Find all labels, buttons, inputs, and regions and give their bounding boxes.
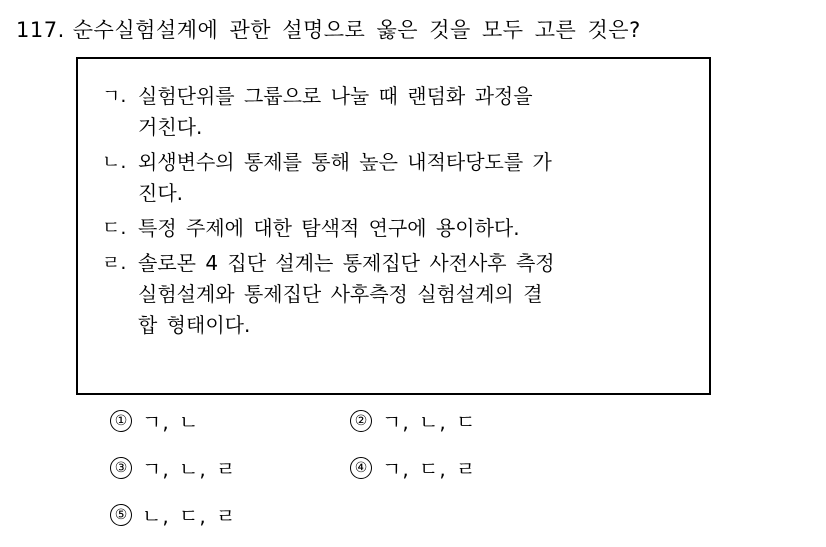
statement-body (138, 213, 685, 244)
statement-body (138, 81, 685, 143)
choice-option-5[interactable] (110, 500, 350, 529)
choice-label: ㄱ, ㄴ, ㄹ (142, 457, 237, 481)
choice-option-3[interactable] (110, 453, 350, 482)
choice-option-1[interactable] (110, 406, 350, 435)
statement-marker: ㄹ. (102, 252, 127, 274)
choice-label: ㄱ, ㄷ, ㄹ (382, 457, 477, 481)
statement-item (102, 248, 685, 341)
question-number: 117. (16, 18, 65, 42)
question-text: 순수실험설계에 관한 설명으로 옳은 것을 모두 고른 것은? (72, 18, 641, 42)
choice-option-4[interactable] (350, 453, 590, 482)
choice-row (110, 500, 730, 529)
choice-label: ㄴ, ㄷ, ㄹ (142, 504, 237, 528)
statement-line: 거친다. (138, 115, 203, 139)
statement-item (102, 213, 685, 244)
choice-number-icon: ① (110, 410, 132, 432)
statement-line: 실험단위를 그룹으로 나눌 때 랜덤화 과정을 (138, 84, 533, 108)
statement-body (138, 248, 685, 341)
statements-box (76, 57, 711, 395)
statement-line: 합 형태이다. (138, 313, 251, 337)
statement-body (138, 147, 685, 209)
statement-marker: ㄴ. (102, 151, 127, 173)
choice-option-2[interactable] (350, 406, 590, 435)
statement-item (102, 81, 685, 143)
statement-marker: ㄷ. (102, 217, 127, 239)
statement-item (102, 147, 685, 209)
statement-line: 진다. (138, 181, 183, 205)
choice-number-icon: ⑤ (110, 504, 132, 526)
statement-line: 외생변수의 통제를 통해 높은 내적타당도를 가 (138, 150, 552, 174)
choice-number-icon: ③ (110, 457, 132, 479)
choice-label: ㄱ, ㄴ (142, 410, 200, 434)
choice-label: ㄱ, ㄴ, ㄷ (382, 410, 477, 434)
choice-number-icon: ② (350, 410, 372, 432)
choice-row (110, 453, 730, 482)
question-heading (16, 14, 641, 44)
statement-line: 실험설계와 통제집단 사후측정 실험설계의 결 (138, 282, 543, 306)
statement-line: 솔로몬 4 집단 설계는 통제집단 사전사후 측정 (138, 251, 555, 275)
answer-choices (110, 406, 730, 547)
statement-line: 특정 주제에 대한 탐색적 연구에 용이하다. (138, 216, 520, 240)
choice-row (110, 406, 730, 435)
choice-number-icon: ④ (350, 457, 372, 479)
statement-marker: ㄱ. (102, 85, 127, 107)
